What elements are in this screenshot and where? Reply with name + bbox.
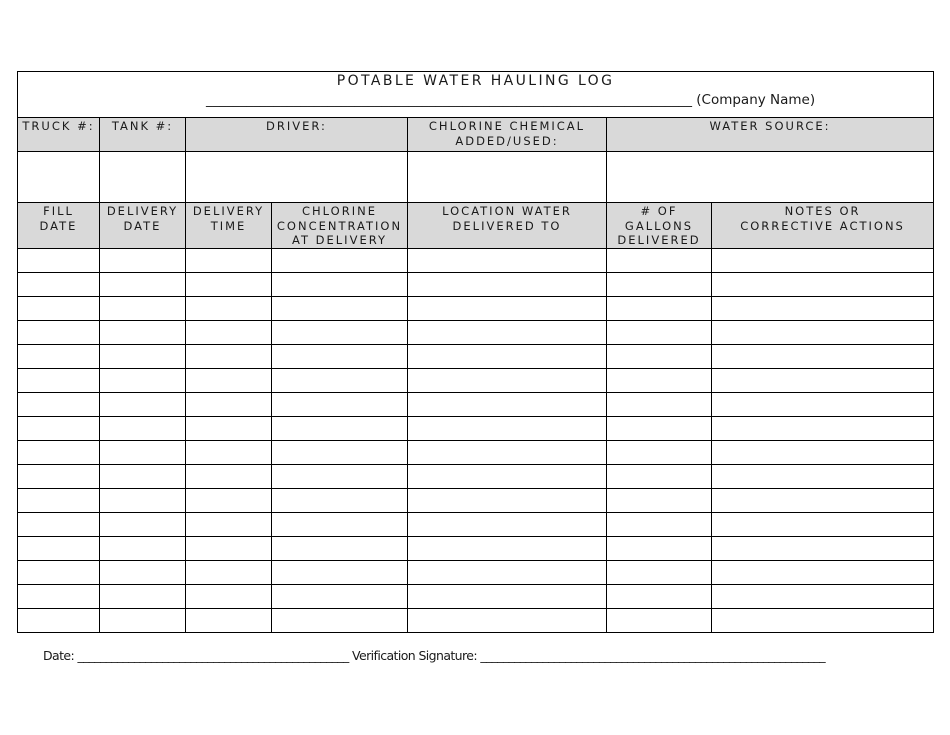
chlorine-concentration-cell[interactable] — [272, 465, 408, 489]
notes-cell[interactable] — [712, 561, 934, 585]
gallons-cell[interactable] — [607, 465, 712, 489]
notes-cell[interactable] — [712, 249, 934, 273]
gallons-cell[interactable] — [607, 417, 712, 441]
delivery-time-cell[interactable] — [186, 249, 272, 273]
driver-input[interactable] — [186, 152, 408, 203]
delivery-time-cell[interactable] — [186, 609, 272, 633]
gallons-cell[interactable] — [607, 537, 712, 561]
location-cell[interactable] — [408, 561, 607, 585]
fill-date-header — [18, 203, 100, 249]
log-rows — [18, 249, 934, 633]
location-cell[interactable] — [408, 273, 607, 297]
chlorine-concentration-cell[interactable] — [272, 321, 408, 345]
chlorine-concentration-cell[interactable] — [272, 609, 408, 633]
notes-cell[interactable] — [712, 489, 934, 513]
chlorine-concentration-header — [272, 203, 408, 249]
notes-cell[interactable] — [712, 297, 934, 321]
fill-date-cell[interactable] — [18, 249, 100, 273]
fill-date-cell[interactable] — [18, 465, 100, 489]
delivery-date-cell[interactable] — [100, 561, 186, 585]
header-line: DELIVERY — [106, 204, 179, 218]
fill-date-cell[interactable] — [18, 417, 100, 441]
table-row — [18, 369, 934, 393]
delivery-time-cell[interactable] — [186, 513, 272, 537]
gallons-cell[interactable] — [607, 489, 712, 513]
delivery-date-header — [100, 203, 186, 249]
location-cell[interactable] — [408, 513, 607, 537]
header-line: AT DELIVERY — [292, 233, 387, 247]
location-cell[interactable] — [408, 441, 607, 465]
fill-date-cell[interactable] — [18, 273, 100, 297]
table-row — [18, 561, 934, 585]
gallons-cell[interactable] — [607, 321, 712, 345]
fill-date-cell[interactable] — [18, 513, 100, 537]
title-block — [18, 72, 934, 118]
company-name-line[interactable]: ________________________________________________________________________ — [205, 92, 692, 108]
tank-header: TANK #: — [100, 118, 186, 152]
truck-number-input[interactable] — [18, 152, 100, 203]
delivery-date-cell[interactable] — [100, 345, 186, 369]
table-row — [18, 465, 934, 489]
gallons-header — [607, 203, 712, 249]
table-row — [18, 297, 934, 321]
location-cell[interactable] — [408, 393, 607, 417]
table-row — [18, 273, 934, 297]
chlorine-concentration-cell[interactable] — [272, 393, 408, 417]
delivery-time-cell[interactable] — [186, 297, 272, 321]
table-row — [18, 441, 934, 465]
water-source-input[interactable] — [607, 152, 934, 203]
header-line: GALLONS — [624, 218, 694, 233]
table-row — [18, 585, 934, 609]
fill-date-cell[interactable] — [18, 585, 100, 609]
notes-cell[interactable] — [712, 369, 934, 393]
signature-label: Verification Signature: — [352, 648, 477, 663]
chlorine-chemical-line2: ADDED/USED: — [455, 133, 559, 148]
location-cell[interactable] — [408, 465, 607, 489]
gallons-cell[interactable] — [607, 345, 712, 369]
table-row — [18, 489, 934, 513]
location-cell[interactable] — [408, 297, 607, 321]
fill-date-cell[interactable] — [18, 489, 100, 513]
chlorine-concentration-cell[interactable] — [272, 537, 408, 561]
location-cell[interactable] — [408, 345, 607, 369]
gallons-cell[interactable] — [607, 249, 712, 273]
location-cell[interactable] — [408, 489, 607, 513]
truck-header: TRUCK #: — [18, 118, 100, 152]
date-label: Date: — [43, 648, 75, 663]
header-line: DATE — [39, 218, 78, 233]
tank-number-input[interactable] — [100, 152, 186, 203]
delivery-time-cell[interactable] — [186, 537, 272, 561]
table-row — [18, 321, 934, 345]
chlorine-concentration-cell[interactable] — [272, 561, 408, 585]
gallons-cell[interactable] — [607, 441, 712, 465]
gallons-cell[interactable] — [607, 369, 712, 393]
delivery-time-cell[interactable] — [186, 321, 272, 345]
delivery-date-cell[interactable] — [100, 537, 186, 561]
signature-line[interactable]: _____________________________________________________________ — [480, 648, 825, 663]
driver-header: DRIVER: — [186, 118, 408, 152]
gallons-cell[interactable] — [607, 393, 712, 417]
header-line: DELIVERY — [192, 204, 265, 218]
chlorine-concentration-cell[interactable] — [272, 489, 408, 513]
notes-cell[interactable] — [712, 537, 934, 561]
header-line: CORRECTIVE ACTIONS — [740, 218, 905, 233]
chlorine-concentration-cell[interactable] — [272, 273, 408, 297]
chlorine-concentration-cell[interactable] — [272, 249, 408, 273]
header-line: # OF — [640, 204, 678, 218]
location-cell[interactable] — [408, 369, 607, 393]
delivery-date-cell[interactable] — [100, 513, 186, 537]
gallons-cell[interactable] — [607, 297, 712, 321]
fill-date-cell[interactable] — [18, 345, 100, 369]
company-name-label: (Company Name) — [696, 92, 816, 108]
table-row — [18, 345, 934, 369]
table-row — [18, 537, 934, 561]
notes-cell[interactable] — [712, 393, 934, 417]
location-cell[interactable] — [408, 609, 607, 633]
table-row — [18, 417, 934, 441]
delivery-date-cell[interactable] — [100, 297, 186, 321]
header-line: DELIVERED — [617, 233, 701, 247]
footer — [43, 648, 825, 663]
gallons-cell[interactable] — [607, 513, 712, 537]
header-line: LOCATION WATER — [442, 204, 572, 218]
location-cell[interactable] — [408, 321, 607, 345]
location-cell[interactable] — [408, 585, 607, 609]
delivery-time-cell[interactable] — [186, 345, 272, 369]
delivery-date-cell[interactable] — [100, 273, 186, 297]
location-header — [408, 203, 607, 249]
notes-cell[interactable] — [712, 273, 934, 297]
delivery-time-cell[interactable] — [186, 465, 272, 489]
water-source-header: WATER SOURCE: — [607, 118, 934, 152]
header-line: CONCENTRATION — [276, 218, 403, 233]
fill-date-cell[interactable] — [18, 321, 100, 345]
fill-date-cell[interactable] — [18, 297, 100, 321]
delivery-time-cell[interactable] — [186, 561, 272, 585]
table-row — [18, 393, 934, 417]
header-line: CHLORINE — [302, 204, 377, 218]
chlorine-chemical-input[interactable] — [408, 152, 607, 203]
delivery-time-cell[interactable] — [186, 489, 272, 513]
delivery-date-cell[interactable] — [100, 393, 186, 417]
gallons-cell[interactable] — [607, 585, 712, 609]
fill-date-cell[interactable] — [18, 609, 100, 633]
delivery-date-cell[interactable] — [100, 489, 186, 513]
chlorine-concentration-cell[interactable] — [272, 417, 408, 441]
header-line: NOTES OR — [784, 204, 861, 218]
chlorine-concentration-cell[interactable] — [272, 369, 408, 393]
chlorine-concentration-cell[interactable] — [272, 585, 408, 609]
header-line: FILL — [43, 204, 74, 218]
fill-date-cell[interactable] — [18, 369, 100, 393]
fill-date-cell[interactable] — [18, 537, 100, 561]
delivery-date-cell[interactable] — [100, 465, 186, 489]
delivery-date-cell[interactable] — [100, 609, 186, 633]
notes-cell[interactable] — [712, 321, 934, 345]
notes-cell[interactable] — [712, 609, 934, 633]
chlorine-chemical-line1: CHLORINE CHEMICAL — [428, 119, 586, 133]
fill-date-cell[interactable] — [18, 561, 100, 585]
company-name-field[interactable] — [18, 90, 933, 109]
delivery-time-cell[interactable] — [186, 369, 272, 393]
notes-cell[interactable] — [712, 441, 934, 465]
notes-cell[interactable] — [712, 513, 934, 537]
notes-cell[interactable] — [712, 585, 934, 609]
delivery-time-cell[interactable] — [186, 441, 272, 465]
chlorine-chemical-header — [408, 118, 607, 152]
table-row — [18, 609, 934, 633]
header-line: DATE — [123, 218, 162, 233]
chlorine-concentration-cell[interactable] — [272, 513, 408, 537]
delivery-date-cell[interactable] — [100, 369, 186, 393]
notes-cell[interactable] — [712, 345, 934, 369]
page-title: POTABLE WATER HAULING LOG — [336, 73, 615, 89]
header-line: DELIVERED TO — [452, 218, 562, 233]
delivery-date-cell[interactable] — [100, 321, 186, 345]
gallons-cell[interactable] — [607, 609, 712, 633]
fill-date-cell[interactable] — [18, 441, 100, 465]
chlorine-concentration-cell[interactable] — [272, 345, 408, 369]
fill-date-cell[interactable] — [18, 393, 100, 417]
header-line: TIME — [210, 218, 247, 233]
notes-header — [712, 203, 934, 249]
delivery-date-cell[interactable] — [100, 249, 186, 273]
hauling-log-form — [17, 71, 933, 633]
notes-cell[interactable] — [712, 417, 934, 441]
log-table — [17, 71, 934, 633]
delivery-time-cell[interactable] — [186, 273, 272, 297]
delivery-time-header — [186, 203, 272, 249]
chlorine-concentration-cell[interactable] — [272, 441, 408, 465]
delivery-time-cell[interactable] — [186, 417, 272, 441]
location-cell[interactable] — [408, 249, 607, 273]
table-row — [18, 513, 934, 537]
delivery-time-cell[interactable] — [186, 585, 272, 609]
gallons-cell[interactable] — [607, 273, 712, 297]
delivery-time-cell[interactable] — [186, 393, 272, 417]
delivery-date-cell[interactable] — [100, 417, 186, 441]
table-row — [18, 249, 934, 273]
delivery-date-cell[interactable] — [100, 585, 186, 609]
delivery-date-cell[interactable] — [100, 441, 186, 465]
chlorine-concentration-cell[interactable] — [272, 297, 408, 321]
location-cell[interactable] — [408, 537, 607, 561]
location-cell[interactable] — [408, 417, 607, 441]
notes-cell[interactable] — [712, 465, 934, 489]
date-line[interactable]: ________________________________________________ — [77, 648, 349, 663]
gallons-cell[interactable] — [607, 561, 712, 585]
